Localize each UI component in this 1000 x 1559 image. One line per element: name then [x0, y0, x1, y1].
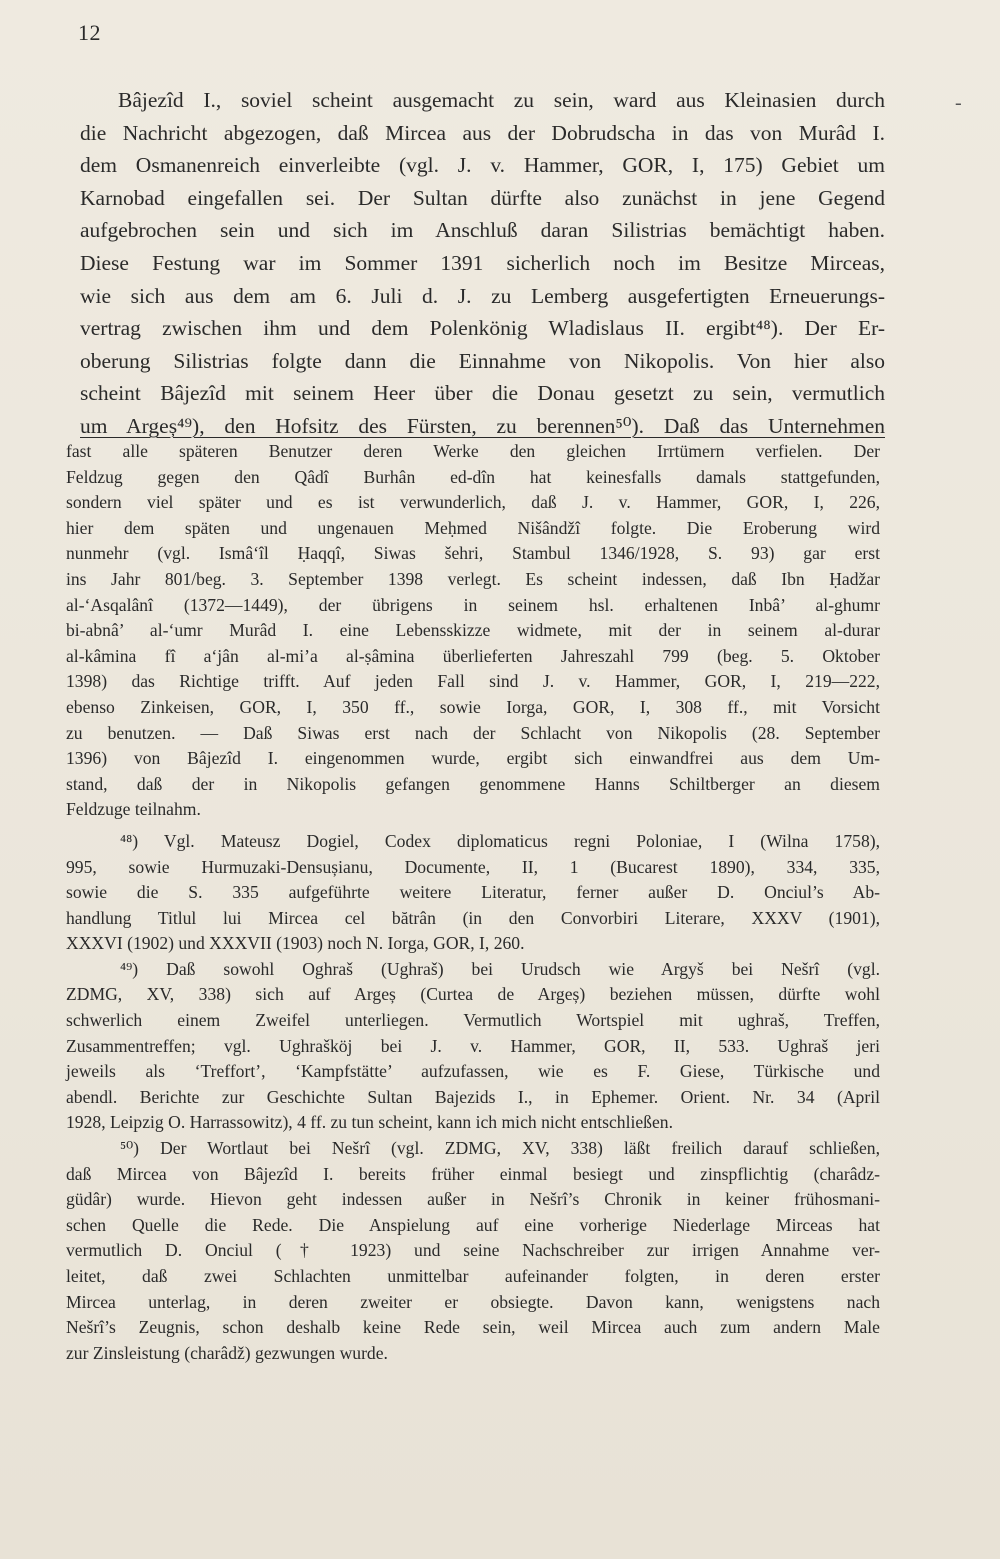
- footnote-line: zur Zinsleistung (charâdž) gezwungen wurde.: [66, 1342, 388, 1363]
- margin-mark: -: [955, 92, 962, 114]
- footnote-line: nunmehr (vgl. Ismâ‘îl Ḥaqqî, Siwas šehri, Stambul 1346/1928, S. 93) gar erst: [66, 543, 880, 564]
- main-text-line: die Nachricht abgezogen, daß Mircea aus der Dobrudscha in das von Murâd I.: [80, 120, 885, 145]
- footnote-line: 995, sowie Hurmuzaki-Densușianu, Documente, II, 1 (Bucarest 1890), 334, 335,: [66, 856, 880, 877]
- footnote-line: leitet, daß zwei Schlachten unmittelbar aufeinander folgten, in deren erster: [66, 1266, 880, 1286]
- footnote-49: [66, 957, 880, 1136]
- footnote-line: Nešrî’s Zeugnis, schon deshalb keine Rede sein, weil Mircea auch zum andern Male: [66, 1317, 880, 1338]
- footnote-line: ⁴⁸) Vgl. Mateusz Dogiel, Codex diplomaticus regni Poloniae, I (Wilna 1758),: [120, 830, 880, 851]
- footnote-line: ebenso Zinkeisen, GOR, I, 350 ff., sowie Iorga, GOR, I, 308 ff., mit Vorsicht: [66, 696, 880, 717]
- footnote-line: ZDMG, XV, 338) sich auf Argeș (Curtea de Argeș) beziehen müssen, dürfte wohl: [66, 984, 880, 1005]
- footnote-line: vermutlich D. Onciul († 1923) und seine Nachschreiber zur irrigen Annahme ver-: [66, 1240, 880, 1261]
- footnote-line: Feldzuge teilnahm.: [66, 799, 201, 820]
- footnote-line: güdâr) wurde. Hievon geht indessen außer in Nešrî’s Chronik in keiner frühosmani-: [66, 1189, 880, 1210]
- main-text: [80, 84, 885, 443]
- footnote-line: daß Mircea von Bâjezîd I. bereits früher einmal besiegt und zinspflichtig (charâdz-: [66, 1163, 880, 1184]
- footnote-line: fast alle späteren Benutzer deren Werke den gleichen Irrtümern verfielen. Der: [66, 441, 880, 461]
- footnote-line: 1396) von Bâjezîd I. eingenommen wurde, ergibt sich einwandfrei aus dem Um-: [66, 748, 880, 769]
- main-text-line: Bâjezîd I., soviel scheint ausgemacht zu sein, ward aus Kleinasien durch: [118, 88, 885, 112]
- footnote-line: jeweils als ‘Treffort’, ‘Kampfstätte’ aufzufassen, wie es F. Giese, Türkische und: [66, 1061, 880, 1082]
- main-text-line: scheint Bâjezîd mit seinem Heer über die Donau gesetzt zu sein, vermutlich: [80, 381, 885, 406]
- footnote-line: Zusammentreffen; vgl. Ughrašköj bei J. v. Hammer, GOR, II, 533. Ughraš jeri: [66, 1035, 880, 1056]
- footnote-line: Mircea unterlag, in deren zweiter er obsiegte. Davon kann, wenigstens nach: [66, 1291, 880, 1312]
- main-text-line: wie sich aus dem am 6. Juli d. J. zu Lemberg ausgefertigten Erneuerungs-: [80, 283, 885, 308]
- footnote-line: handlung Titlul lui Mircea cel bătrân (in den Convorbiri Literare, XXXV (1901),: [66, 907, 880, 928]
- footnote-line: schen Quelle die Rede. Die Anspielung auf eine vorherige Niederlage Mirceas hat: [66, 1214, 880, 1235]
- continued-footnote: [66, 439, 880, 823]
- footnote-line: sondern viel später und es ist verwunderlich, daß J. v. Hammer, GOR, I, 226,: [66, 492, 880, 513]
- footnote-line: zu benutzen. — Daß Siwas erst nach der Schlacht von Nikopolis (28. September: [66, 722, 880, 743]
- footnote-line: schwerlich einem Zweifel unterliegen. Vermutlich Wortspiel mit ughraš, Treffen,: [66, 1010, 880, 1031]
- footnote-line: hier dem späten und ungenauen Meḥmed Nišândžî folgte. Die Eroberung wird: [66, 517, 880, 538]
- main-text-line: Karnobad eingefallen sei. Der Sultan dürfte also zunächst in jene Gegend: [80, 185, 885, 210]
- footnote-line: 1928, Leipzig O. Harrassowitz), 4 ff. zu tun scheint, kann ich mich nicht entschließen.: [66, 1112, 673, 1133]
- main-text-line: aufgebrochen sein und sich im Anschluß daran Silistrias bemächtigt haben.: [80, 218, 885, 243]
- footnote-48: [66, 829, 880, 957]
- footnote-line: sowie die S. 335 aufgeführte weitere Literatur, ferner außer D. Onciul’s Ab-: [66, 882, 880, 903]
- main-text-line: oberung Silistrias folgte dann die Einnahme von Nikopolis. Von hier also: [80, 348, 885, 373]
- footnote-line: ins Jahr 801/beg. 3. September 1398 verlegt. Es scheint indessen, daß Ibn Ḥadžar: [66, 568, 880, 589]
- footnote-line: al-‘Asqalânî (1372—1449), der übrigens in seinem hsl. erhaltenen Inbâ’ al-ghumr: [66, 594, 880, 615]
- footnote-line: ⁵⁰) Der Wortlaut bei Nešrî (vgl. ZDMG, XV, 338) läßt freilich darauf schließen,: [120, 1138, 880, 1159]
- main-text-line: Diese Festung war im Sommer 1391 sicherlich noch im Besitze Mirceas,: [80, 250, 885, 275]
- footnote-line: Feldzug gegen den Qâdî Burhân ed-dîn hat keinesfalls damals stattgefunden,: [66, 466, 880, 487]
- footnotes: [66, 439, 880, 1366]
- main-text-line: um Argeș⁴⁹), den Hofsitz des Fürsten, zu berennen⁵⁰). Daß das Unternehmen: [80, 413, 885, 438]
- footnote-line: XXXVI (1902) und XXXVII (1903) noch N. Iorga, GOR, I, 260.: [66, 933, 525, 954]
- footnote-line: al-kâmina fî a‘jân al-mi’a al-ṣâmina überlieferten Jahreszahl 799 (beg. 5. Oktober: [66, 645, 880, 666]
- footnote-line: stand, daß der in Nikopolis gefangen genommene Hanns Schiltberger an diesem: [66, 773, 880, 794]
- footnote-line: abendl. Berichte zur Geschichte Sultan Bajezids I., in Ephemer. Orient. Nr. 34 (April: [66, 1086, 880, 1107]
- page-number: 12: [78, 20, 101, 45]
- main-text-line: vertrag zwischen ihm und dem Polenkönig Wladislaus II. ergibt⁴⁸). Der Er-: [80, 316, 885, 341]
- footnote-line: 1398) das Richtige trifft. Auf jeden Fall sind J. v. Hammer, GOR, I, 219—222,: [66, 671, 880, 692]
- footnote-line: ⁴⁹) Daß sowohl Oghraš (Ughraš) bei Urudsch wie Argyš bei Nešrî (vgl.: [120, 958, 880, 979]
- main-text-line: dem Osmanenreich einverleibte (vgl. J. v. Hammer, GOR, I, 175) Gebiet um: [80, 153, 885, 178]
- footnote-line: bi-abnâ’ al-‘umr Murâd I. eine Lebensskizze widmete, mit der in seinem al-durar: [66, 620, 880, 641]
- footnote-50: [66, 1136, 880, 1366]
